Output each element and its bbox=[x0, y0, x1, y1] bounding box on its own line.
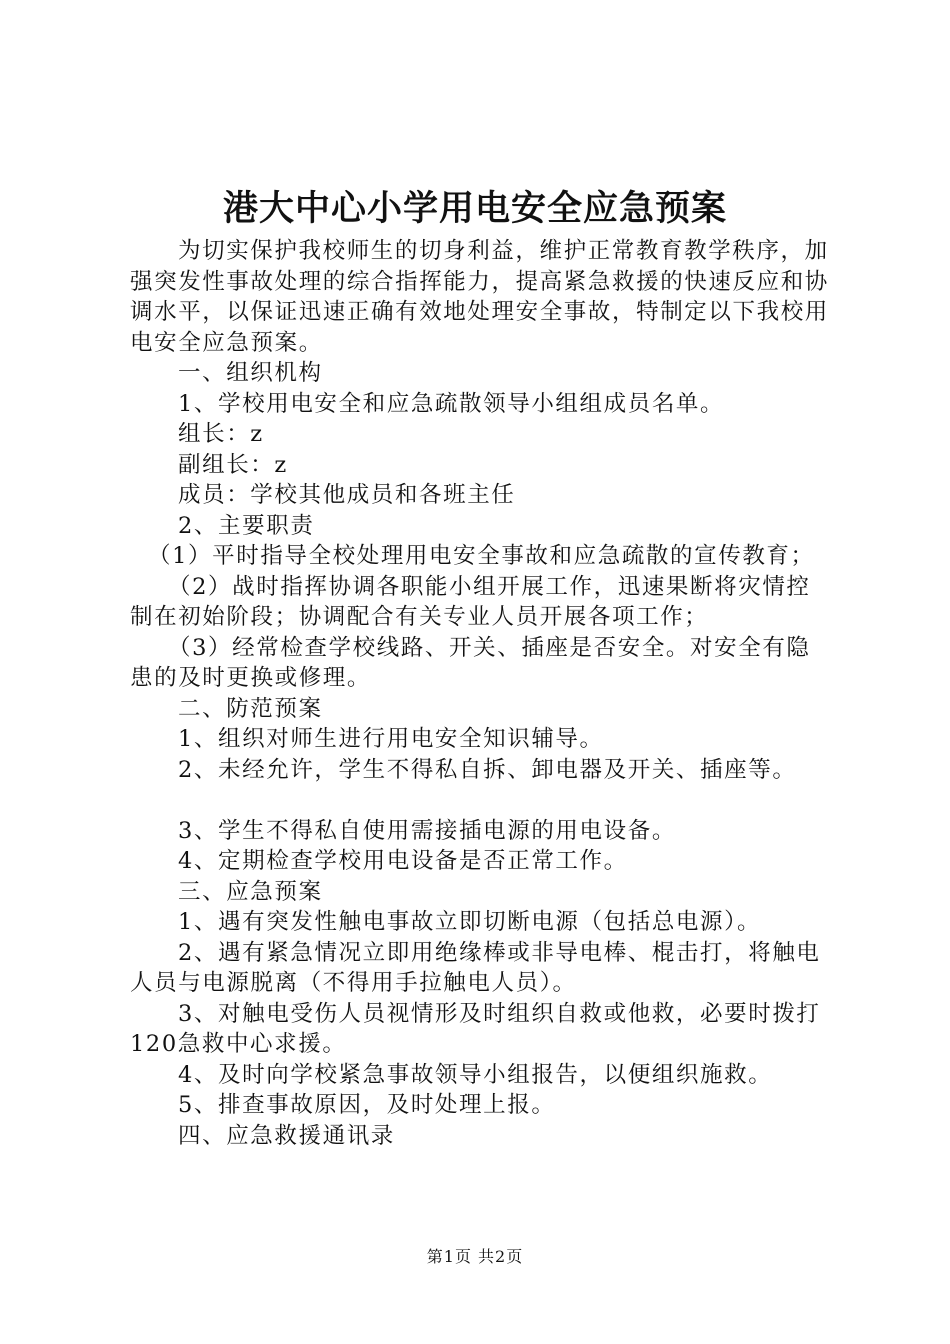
paragraph: （1）平时指导全校处理用电安全事故和应急疏散的宣传教育； bbox=[148, 543, 815, 569]
section-heading: 一、组织机构 bbox=[178, 360, 323, 386]
paragraph: （2）战时指挥协调各职能小组开展工作，迅速果断将灾情控制在初始阶段；协调配合有关专业人员开展各项工作； bbox=[130, 573, 811, 630]
paragraph: 3、学生不得私自使用需接插电源的用电设备。 bbox=[178, 817, 676, 844]
section-heading: 三、应急预案 bbox=[178, 878, 323, 905]
paragraph: 2、遇有紧急情况立即用绝缘棒或非导电棒、棍击打，将触电人员与电源脱离（不得用手拉触电人员）。 bbox=[130, 939, 821, 996]
paragraph: 1、遇有突发性触电事故立即切断电源（包括总电源）。 bbox=[178, 909, 762, 935]
paragraph: 1、组织对师生进行用电安全知识辅导。 bbox=[178, 726, 604, 752]
paragraph: 2、未经允许，学生不得私自拆、卸电器及开关、插座等。 bbox=[178, 756, 797, 783]
intro-paragraph: 为切实保护我校师生的切身利益，维护正常教育教学秩序，加强突发性事故处理的综合指挥能力，提高紧急救援的快速反应和协调水平，以保证迅速正确有效地处理安全事故，特制定以下我校用电安全应急预案。 bbox=[130, 238, 829, 356]
blank-line bbox=[130, 785, 830, 816]
paragraph: 5、排查事故原因，及时处理上报。 bbox=[178, 1092, 556, 1118]
paragraph: 副组长：z bbox=[178, 451, 288, 478]
paragraph: 2、主要职责 bbox=[178, 512, 315, 539]
page-footer: 第1页 共2页 bbox=[426, 1247, 524, 1266]
section-heading: 二、防范预案 bbox=[178, 695, 323, 722]
paragraph: （3）经常检查学校线路、开关、插座是否安全。对安全有隐患的及时更换或修理。 bbox=[130, 634, 811, 691]
paragraph: 4、及时向学校紧急事故领导小组报告，以便组织施救。 bbox=[178, 1061, 773, 1088]
paragraph: 1、学校用电安全和应急疏散领导小组组成员名单。 bbox=[178, 390, 725, 417]
paragraph: 4、定期检查学校用电设备是否正常工作。 bbox=[178, 848, 628, 874]
paragraph: 组长：z bbox=[178, 421, 264, 447]
document-body bbox=[130, 236, 830, 1151]
paragraph: 3、对触电受伤人员视情形及时组织自救或他救，必要时拨打120急救中心求援。 bbox=[130, 1000, 821, 1057]
section-heading: 四、应急救援通讯录 bbox=[178, 1122, 395, 1149]
paragraph: 成员：学校其他成员和各班主任 bbox=[178, 482, 516, 508]
document-title: 港大中心小学用电安全应急预案 bbox=[222, 188, 727, 229]
